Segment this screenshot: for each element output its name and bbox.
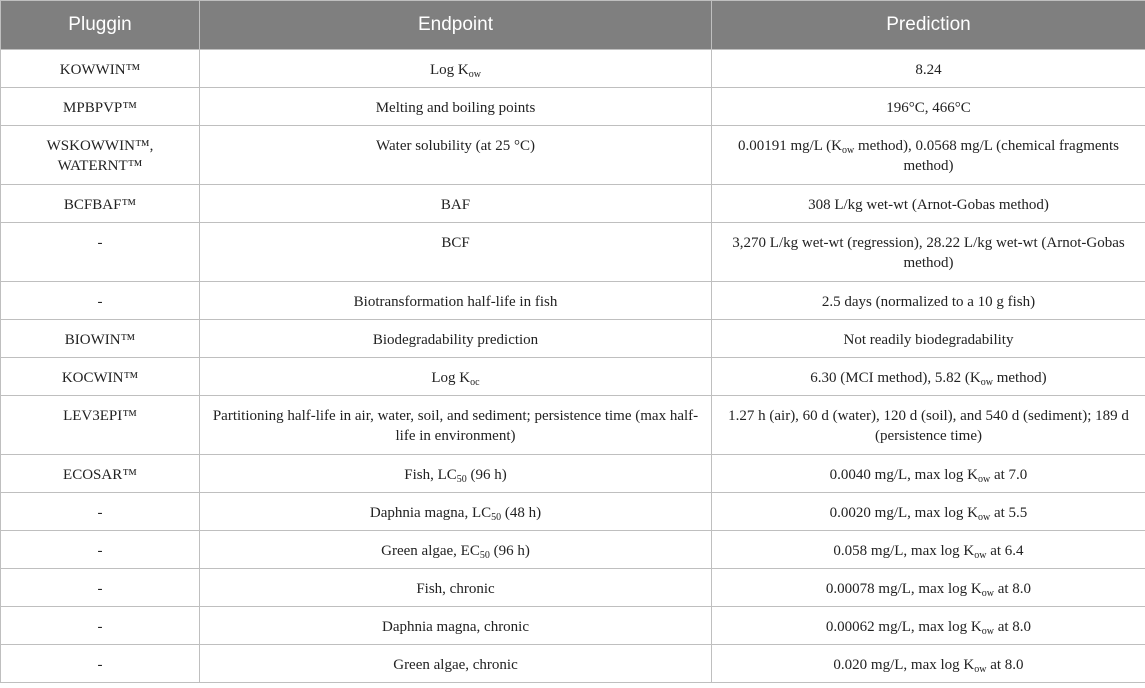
cell-plugin: - bbox=[1, 282, 200, 320]
table-row bbox=[1, 50, 1145, 88]
table-row bbox=[1, 607, 1145, 645]
table-row bbox=[1, 320, 1145, 358]
cell-endpoint: Fish, chronic bbox=[200, 569, 712, 607]
cell-plugin: - bbox=[1, 569, 200, 607]
cell-prediction: 1.27 h (air), 60 d (water), 120 d (soil), and 540 d (sediment); 189 d (persistence time) bbox=[712, 396, 1145, 455]
cell-plugin: MPBPVP™ bbox=[1, 88, 200, 126]
cell-plugin: - bbox=[1, 531, 200, 569]
table-row bbox=[1, 358, 1145, 396]
table-row bbox=[1, 88, 1145, 126]
cell-prediction: 3,270 L/kg wet-wt (regression), 28.22 L/kg wet-wt (Arnot-Gobas method) bbox=[712, 223, 1145, 282]
table-row bbox=[1, 645, 1145, 683]
cell-prediction: 0.020 mg/L, $\max \log K_{ow}$ at 8.0 bbox=[712, 645, 1145, 683]
cell-endpoint: Daphnia magna, $LC_{50}$ (48 h) bbox=[200, 493, 712, 531]
table-row bbox=[1, 455, 1145, 493]
table-row bbox=[1, 126, 1145, 185]
cell-endpoint: Water solubility (at 25 °C) bbox=[200, 126, 712, 185]
cell-plugin: LEV3EPI™ bbox=[1, 396, 200, 455]
cell-plugin: KOCWIN™ bbox=[1, 358, 200, 396]
cell-endpoint: Biodegradability prediction bbox=[200, 320, 712, 358]
cell-prediction: 8.24 bbox=[712, 50, 1145, 88]
table-row bbox=[1, 569, 1145, 607]
table-row bbox=[1, 185, 1145, 223]
cell-endpoint: Daphnia magna, chronic bbox=[200, 607, 712, 645]
table-row bbox=[1, 396, 1145, 455]
cell-prediction: 196°C, 466°C bbox=[712, 88, 1145, 126]
cell-plugin: - bbox=[1, 607, 200, 645]
cell-endpoint: Biotransformation half-life in fish bbox=[200, 282, 712, 320]
cell-plugin: KOWWIN™ bbox=[1, 50, 200, 88]
cell-prediction: 0.0040 mg/L, $\max \log K_{ow}$ at 7.0 bbox=[712, 455, 1145, 493]
table-row bbox=[1, 282, 1145, 320]
cell-prediction: 0.00078 mg/L, $\max \log K_{ow}$ at 8.0 bbox=[712, 569, 1145, 607]
cell-prediction: 0.00062 mg/L, $\max \log K_{ow}$ at 8.0 bbox=[712, 607, 1145, 645]
cell-plugin: - bbox=[1, 645, 200, 683]
cell-prediction: 6.30 (MCI method), 5.82 ($K_{ow}$ method) bbox=[712, 358, 1145, 396]
cell-endpoint: Log $K_{ow}$ bbox=[200, 50, 712, 88]
cell-plugin: WSKOWWIN™, WATERNT™ bbox=[1, 126, 200, 185]
cell-endpoint: Melting and boiling points bbox=[200, 88, 712, 126]
cell-plugin: ECOSAR™ bbox=[1, 455, 200, 493]
cell-prediction: 2.5 days (normalized to a 10 g fish) bbox=[712, 282, 1145, 320]
header-endpoint: Endpoint bbox=[200, 1, 712, 50]
header-row bbox=[1, 1, 1145, 50]
table-row bbox=[1, 493, 1145, 531]
cell-endpoint: BCF bbox=[200, 223, 712, 282]
table-row bbox=[1, 223, 1145, 282]
cell-plugin: BCFBAF™ bbox=[1, 185, 200, 223]
cell-endpoint: Log $K_{oc}$ bbox=[200, 358, 712, 396]
cell-endpoint: BAF bbox=[200, 185, 712, 223]
cell-plugin: BIOWIN™ bbox=[1, 320, 200, 358]
cell-prediction: 0.0020 mg/L, $\max \log K_{ow}$ at 5.5 bbox=[712, 493, 1145, 531]
header-pluggin: Pluggin bbox=[1, 1, 200, 50]
cell-prediction: 0.00191 mg/L ($K_{ow}$ method), 0.0568 mg/L (chemical fragments method) bbox=[712, 126, 1145, 185]
cell-plugin: - bbox=[1, 223, 200, 282]
cell-endpoint: Fish, $LC_{50}$ (96 h) bbox=[200, 455, 712, 493]
cell-prediction: 308 L/kg wet-wt (Arnot-Gobas method) bbox=[712, 185, 1145, 223]
cell-endpoint: Partitioning half-life in air, water, soil, and sediment; persistence time (max half-life in environment) bbox=[200, 396, 712, 455]
cell-endpoint: Green algae, chronic bbox=[200, 645, 712, 683]
cell-endpoint: Green algae, $EC_{50}$ (96 h) bbox=[200, 531, 712, 569]
cell-plugin: - bbox=[1, 493, 200, 531]
header-prediction: Prediction bbox=[712, 1, 1145, 50]
table-row bbox=[1, 531, 1145, 569]
cell-prediction: Not readily biodegradability bbox=[712, 320, 1145, 358]
cell-prediction: 0.058 mg/L, $\max \log K_{ow}$ at 6.4 bbox=[712, 531, 1145, 569]
